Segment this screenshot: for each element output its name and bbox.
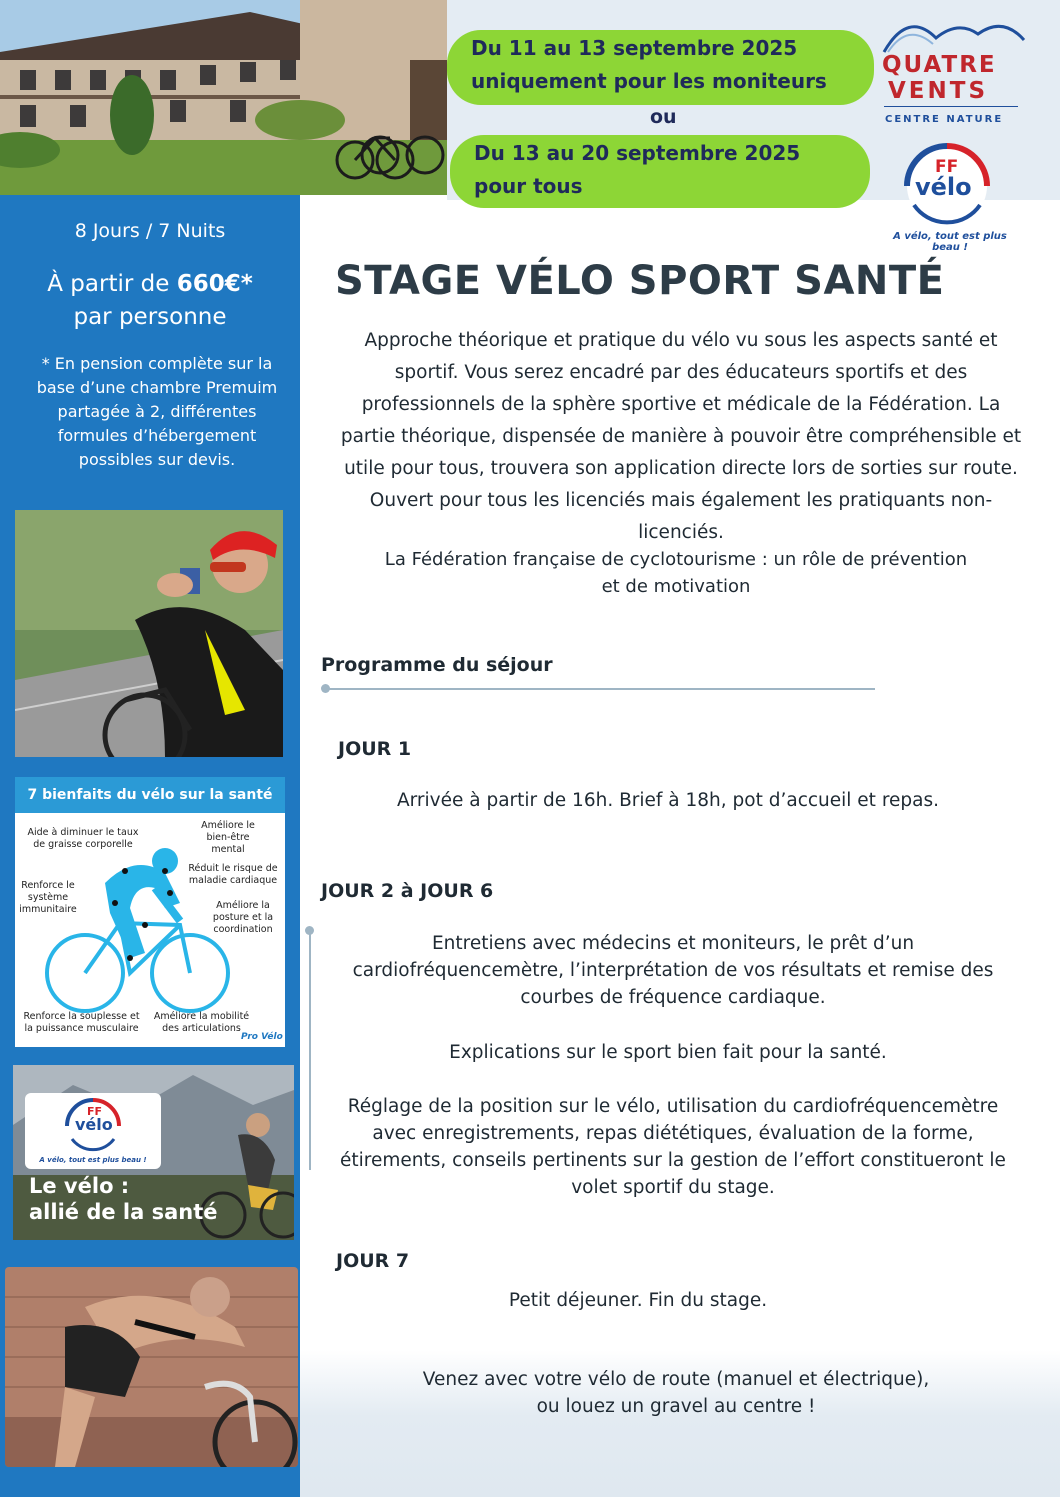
promo-ff-label: FF [87,1105,103,1118]
benefit-posture: Améliore la posture et la coordination [212,900,274,935]
quatre-vents-logo [878,10,1028,138]
federation-statement [336,546,1016,600]
federation-line2: et de motivation [601,576,751,597]
intro-paragraph: Approche théorique et pratique du vélo vu sous les aspects santé et sportif. Vous serez encadré par des éducateurs sportifs et des professionnels de la sphère sportive et médicale de la Fédération. La partie théorique, dispensée de manière à pouvoir être compréhensible et utile pour tous, trouvera son application directe lors de sorties sur route. Ouvert pour tous les licenciés mais également les pratiquants non-licenciés. [340,330,1022,543]
benefit-mobility: Améliore la mobilité des articulations [153,1011,250,1034]
day7-text: Petit déjeuner. Fin du stage. [508,1290,768,1311]
ff-velo-slogan: A vélo, tout est plus beau ! [893,231,1007,253]
dates-moniteurs-badge [447,30,874,105]
programme-divider [325,688,875,690]
dates-moniteurs-line2: uniquement pour les moniteurs [471,69,827,93]
ff-velo-logo [885,143,1015,253]
day2-paragraph3: Réglage de la position sur le vélo, utilisation du cardiofréquencemètre avec enregistrements, repas diététiques, évaluation de la forme, étirements, conseils pertinents sur la gestion de l’effort constitueront le volet sportif du stage. [340,1096,1006,1198]
velo-label: vélo [915,173,972,201]
programme-divider-dot [321,684,330,693]
promo-headline [29,1173,218,1225]
promo-velo-label: vélo [75,1115,113,1134]
dates-tous-line2: pour tous [474,174,583,198]
dates-moniteurs-line1: Du 11 au 13 septembre 2025 [471,36,798,60]
closing-message [336,1366,1016,1420]
infographic-title: 7 bienfaits du vélo sur la santé [15,777,285,813]
mountain-icon [878,10,1028,54]
infographic-credit: Pro Vélo [241,1032,283,1042]
benefit-immune: Renforce le système immunitaire [19,880,77,915]
heart-rate-strap-photo [5,1267,298,1467]
logo-centre-nature: CENTRE NATURE [885,114,1004,125]
promo-line2: allié de la santé [29,1200,218,1224]
price-note: * En pension complète sur la base d’une chambre Premuim partagée à 2, différentes formules d’hébergement possibles sur devis. [36,354,278,469]
price-block [0,268,300,334]
timeline-line [309,930,311,1170]
ff-label: FF [935,157,959,177]
day7-title: JOUR 7 [336,1250,410,1272]
price-prefix: À partir de [47,271,177,297]
closing-line2: ou louez un gravel au centre ! [536,1396,816,1417]
price-value: 660€* [176,271,253,297]
logo-vents: VENTS [888,78,989,104]
benefit-mental: Améliore le bien-être mental [201,820,255,855]
logo-quatre: QUATRE [882,52,997,78]
promo-logo-card [25,1093,161,1169]
day2-title: JOUR 2 à JOUR 6 [321,880,494,902]
health-benefits-infographic [15,777,285,1047]
day1-text: Arrivée à partir de 16h. Brief à 18h, pot d’accueil et repas. [396,790,939,811]
benefit-muscle: Renforce la souplesse et la puissance musculaire [23,1011,140,1034]
day1-title: JOUR 1 [338,738,412,760]
day2-paragraph1: Entretiens avec médecins et moniteurs, le prêt d’un cardiofréquencemètre, l’interprétation de vos résultats et remise des courbes de fréquence cardiaque. [352,933,994,1008]
promo-line1: Le vélo : [29,1174,130,1198]
benefit-heart: Réduit le risque de maladie cardiaque [188,863,278,886]
dates-tous-line1: Du 13 au 20 septembre 2025 [474,141,801,165]
programme-heading: Programme du séjour [321,654,553,676]
promo-slogan: A vélo, tout est plus beau ! [39,1156,147,1164]
duration-label: 8 Jours / 7 Nuits [74,220,226,242]
benefit-fat: Aide à diminuer le taux de graisse corporelle [27,827,139,850]
or-label: ou [650,106,677,128]
page-title: STAGE VÉLO SPORT SANTÉ [335,258,945,304]
day2-paragraph2: Explications sur le sport bien fait pour la santé. [449,1042,887,1063]
cyclist-inhaler-photo [15,510,283,757]
timeline-dot [305,926,314,935]
hotel-photo [0,0,447,195]
velo-allie-sante-promo [13,1065,294,1240]
price-suffix: par personne [73,304,227,330]
federation-line1: La Fédération française de cyclotourisme : un rôle de prévention [384,549,968,570]
closing-line1: Venez avec votre vélo de route (manuel et électrique), [422,1369,930,1390]
dates-tous-badge [450,135,870,208]
